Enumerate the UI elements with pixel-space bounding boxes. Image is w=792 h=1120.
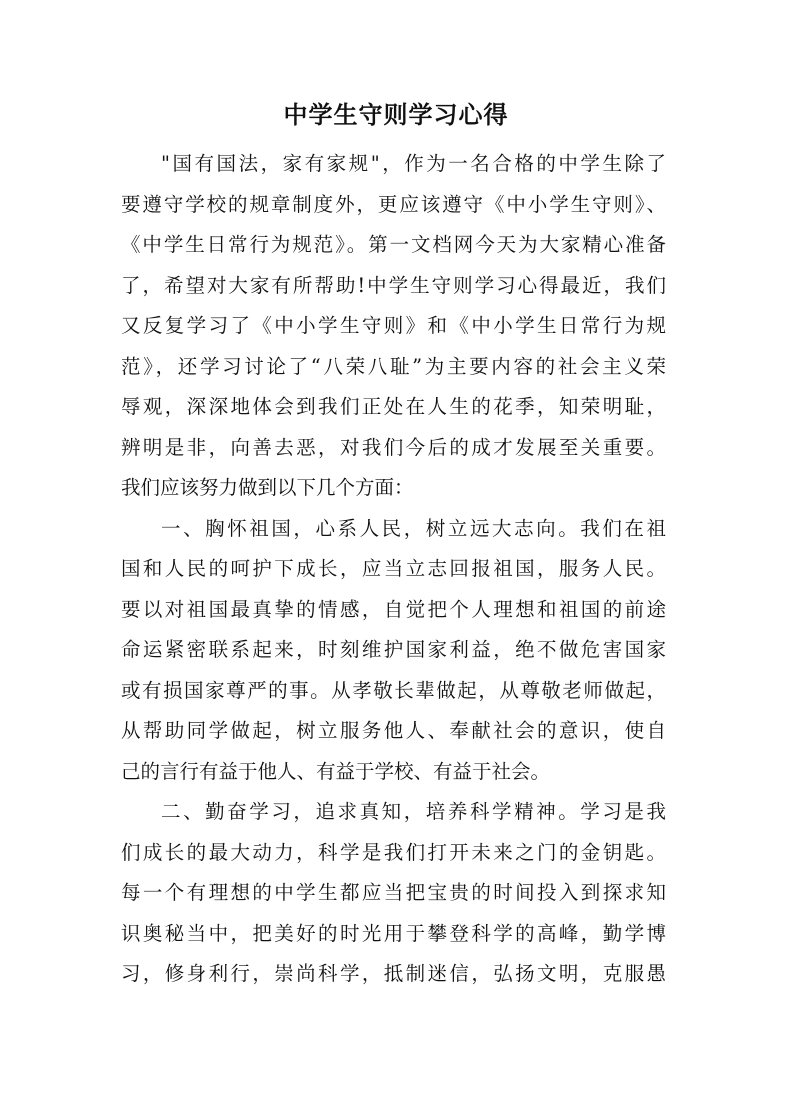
paragraph-1-line-5: 又反复学习了《中小学生守则》和《中小学生日常行为规: [121, 314, 666, 337]
paragraph-1-line-6: 范》，还学习讨论了“八荣八耻”为主要内容的社会主义荣: [121, 354, 666, 378]
paragraph-1-line-1: "国有国法，家有家规"，作为一名合格的中学生除了: [161, 152, 666, 175]
paragraph-1-line-7: 辱观，深深地体会到我们正处在人生的花季，知荣明耻，: [121, 395, 666, 418]
paragraph-1-line-2: 要遵守学校的规章制度外，更应该遵守《中小学生守则》、: [121, 192, 666, 216]
document-title: 中学生守则学习心得: [283, 101, 509, 129]
paragraph-2-line-6: 从帮助同学做起，树立服务他人、奉献社会的意识，使自: [121, 719, 666, 742]
paragraph-3-line-4: 识奥秘当中，把美好的时光用于攀登科学的高峰，勤学博: [121, 921, 666, 945]
paragraph-3-line-2: 们成长的最大动力，科学是我们打开未来之门的金钥匙。: [121, 840, 666, 864]
paragraph-1-line-9: 我们应该努力做到以下几个方面：: [121, 476, 414, 499]
paragraph-1-line-3: 《中学生日常行为规范》。第一文档网今天为大家精心准备: [121, 233, 666, 256]
paragraph-2-line-7: 己的言行有益于他人、有益于学校、有益于社会。: [121, 759, 551, 783]
document-body: [121, 144, 666, 995]
paragraph-1-line-4: 了，希望对大家有所帮助!中学生守则学习心得最近，我们: [121, 273, 666, 297]
paragraph-2-line-5: 或有损国家尊严的事。从孝敬长辈做起，从尊敬老师做起，: [121, 678, 666, 702]
paragraph-2-line-1: 一、胸怀祖国，心系人民，树立远大志向。我们在祖: [161, 516, 666, 540]
paragraph-3-line-5: 习，修身利行，崇尚科学，抵制迷信，弘扬文明，克服愚: [121, 962, 666, 985]
paragraph-3-line-3: 每一个有理想的中学生都应当把宝贵的时间投入到探求知: [121, 881, 666, 904]
paragraph-2-line-3: 要以对祖国最真挚的情感，自觉把个人理想和祖国的前途: [121, 597, 666, 621]
paragraph-3-line-1: 二、勤奋学习，追求真知，培养科学精神。学习是我: [161, 800, 666, 823]
paragraph-1-line-8: 辨明是非，向善去恶，对我们今后的成才发展至关重要。: [121, 435, 666, 459]
paragraph-2-line-4: 命运紧密联系起来，时刻维护国家利益，绝不做危害国家: [121, 638, 666, 661]
paragraph-2-line-2: 国和人民的呵护下成长，应当立志回报祖国，服务人民。: [121, 557, 666, 580]
